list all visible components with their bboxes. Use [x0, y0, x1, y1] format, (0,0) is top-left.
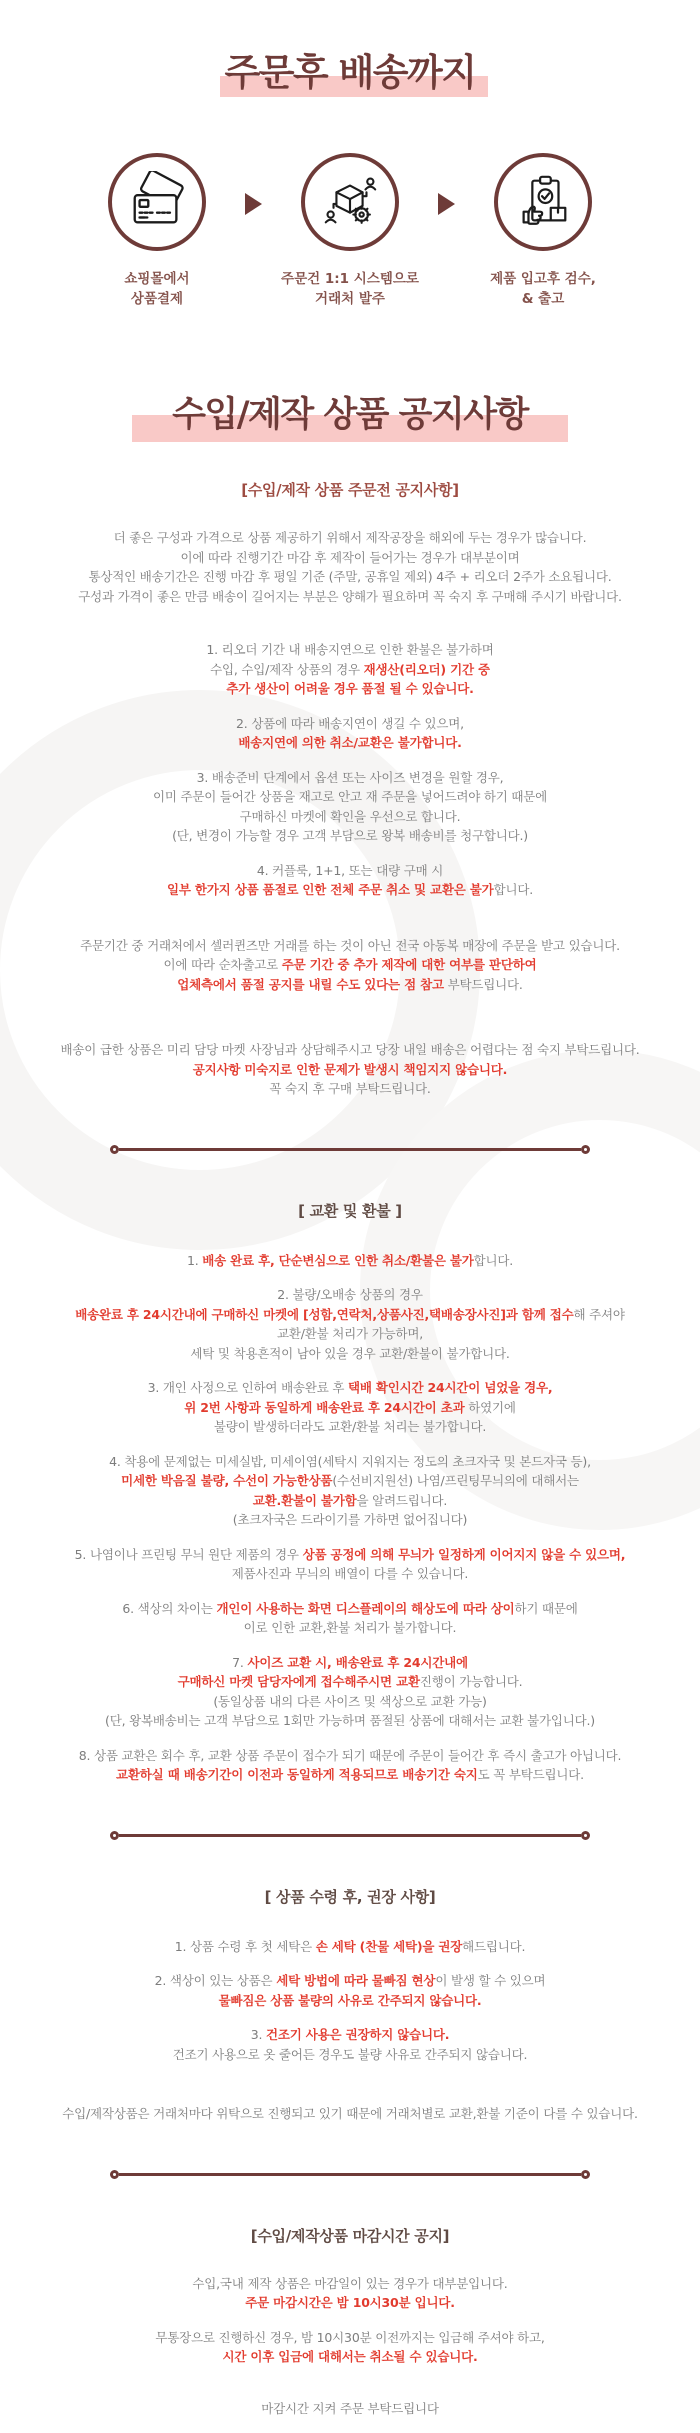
flow-step-payment	[69, 153, 245, 310]
section-divider	[110, 1145, 590, 1154]
divider-dot	[581, 1831, 590, 1840]
section-after-receipt	[0, 1886, 700, 2124]
section-header: [ 교환 및 환불 ]	[298, 1201, 402, 1220]
divider-line	[119, 2173, 581, 2176]
flow-step-inspection	[455, 153, 631, 310]
step-caption: 쇼핑몰에서 상품결제	[124, 270, 190, 307]
divider-dot	[110, 1831, 119, 1840]
arrow-right-icon	[245, 193, 262, 215]
highlighted-title: 주문후 배송까지	[224, 51, 476, 94]
divider-dot	[581, 1145, 590, 1154]
payment-circle	[108, 153, 206, 251]
inspect-ship-icon	[512, 171, 574, 233]
flow-step-order-system	[262, 153, 438, 310]
section-pre-order-notice	[0, 479, 700, 1099]
page-title-import-notice	[0, 395, 700, 435]
step-caption: 주문건 1:1 시스템으로 거래처 발주	[281, 270, 419, 307]
section-divider	[110, 2170, 590, 2179]
section-body: 더 좋은 구성과 가격으로 상품 제공하기 위해서 제작공장을 해외에 두는 경우가 많습니다. 이에 따라 진행기간 마감 후 제작이 들어가는 경우가 대부분이며 통상적인 배송기간은 진행 마감 후 평일 기준 (주말, 공휴일 제외) 4주 + 리오더 2주가 소요됩니다. 구성과 가격이 좋은 만큼 배송이 길어지는 부분은 양해가 필요하며 꼭 숙지 후 구매해 주시기 바랍니다. 1. 리오더 기간 내 배송지연으로 인한 환불은 불가하며 수입, 수입/제작 상품의 경우 재생산(리오더) 기간 중 추가 생산이 어려울 경우 품절 될 수 있습니다. 2. 상품에 따라 배송지연이 생길 수 있으며, 배송지연에 의한 취소/교환은 불가합니다. 3. 배송준비 단계에서 옵션 또는 사이즈 변경을 원할 경우, 이미 주문이 들어간 상품을 재고로 안고 재 주문을 넣어드려야 하기 때문에 구매하신 마켓에 확인을 우선으로 합니다. (단, 변경이 가능할 경우 고객 부담으로 왕복 배송비를 청구합니다.) 4. 커플룩, 1+1, 또는 대량 구매 시 일부 한가지 상품 품절로 인한 전체 주문 취소 및 교환은 불가합니다. 주문기간 중 거래처에서 셀러퀸즈만 거래를 하는 것이 아닌 전국 아동복 매장에 주문을 받고 있습니다. 이에 따라 순차출고로 주문 기간 중 추가 제작에 대한 여부를 판단하여 업체측에서 품절 공지를 내릴 수도 있다는 점 참고 부탁드립니다. 배송이 급한 상품은 미리 담당 마켓 사장님과 상담해주시고 당장 내일 배송은 어렵다는 점 숙지 부탁드립니다. 공지사항 미숙지로 인한 문제가 발생시 책임지지 않습니다. 꼭 숙지 후 구매 부탁드립니다.	[60, 530, 640, 1097]
section-exchange-refund	[0, 1200, 700, 1785]
order-process-flow	[0, 153, 700, 310]
section-header: [수입/제작상품 마감시간 공지]	[250, 2226, 450, 2245]
section-body: 1. 배송 완료 후, 단순변심으로 인한 취소/환불은 불가합니다. 2. 불량/오배송 상품의 경우 배송완료 후 24시간내에 구매하신 마켓에 [성함,연락처,상품사진,택배송장사진]과 함께 접수해 주셔야 교환/환불 처리가 가능하며, 세탁 및 착용흔적이 남아 있을 경우 교환/환불이 불가합니다. 3. 개인 사정으로 인하여 배송완료 후 택배 확인시간 24시간이 넘었을 경우, 위 2번 사항과 동일하게 배송완료 후 24시간이 초과 하였기에 불량이 발생하더라도 교환/환불 처리는 불가합니다. 4. 착용에 문제없는 미세실밥, 미세이염(세탁시 지워지는 정도의 초크자국 및 본드자국 등), 미세한 박음질 불량, 수선이 가능한상품(수선비지원선) 나염/프린팅무늬의에 대해서는 교환.환불이 불가함을 알려드립니다. (초크자국은 드라이기를 가하면 없어집니다) 5. 나염이나 프린팅 무늬 원단 제품의 경우 상품 공정에 의해 무늬가 일정하게 이어지지 않을 수 있으며, 제품사진과 무늬의 배열이 다를 수 있습니다. 6. 색상의 차이는 개인이 사용하는 화면 디스플레이의 해상도에 따라 상이하기 때문에 이로 인한 교환,환불 처리가 불가합니다. 7. 사이즈 교환 시, 배송완료 후 24시간내에 구매하신 마켓 담당자에게 접수해주시면 교환진행이 가능합니다. (동일상품 내의 다른 사이즈 및 색상으로 교환 가능) (단, 왕복배송비는 고객 부담으로 1회만 가능하며 품절된 상품에 대해서는 교환 불가입니다.) 8. 상품 교환은 회수 후, 교환 상품 주문이 접수가 되기 때문에 주문이 들어간 후 즉시 출고가 아닙니다. 교환하실 때 배송기간이 이전과 동일하게 적용되므로 배송기간 숙지도 꼭 부탁드립니다.	[74, 1252, 626, 1783]
divider-line	[119, 1148, 581, 1151]
highlighted-title: 수입/제작 상품 공지사항	[172, 395, 528, 436]
page-title-order-to-delivery	[0, 0, 700, 95]
order-system-icon	[319, 171, 381, 233]
credit-card-icon	[126, 171, 188, 233]
section-divider	[110, 1831, 590, 1840]
inspection-circle	[494, 153, 592, 251]
divider-dot	[581, 2170, 590, 2179]
divider-dot	[110, 1145, 119, 1154]
section-deadline-notice	[0, 2225, 700, 2419]
section-body: 수입,국내 제작 상품은 마감일이 있는 경우가 대부분입니다. 주문 마감시간은 밤 10시30분 입니다. 무통장으로 진행하신 경우, 밤 10시30분 이전까지는 입금해 주셔야 하고, 시간 이후 입금에 대해서는 취소될 수 있습니다. 마감시간 지켜 주문 부탁드립니다	[155, 2275, 545, 2416]
section-body: 1. 상품 수령 후 첫 세탁은 손 세탁 (찬물 세탁)을 권장해드립니다. 2. 색상이 있는 상품은 세탁 방법에 따라 물빠짐 현상이 발생 할 수 있으며 물빠짐은 상품 불량의 사유로 간주되지 않습니다. 3. 건조기 사용은 권장하지 않습니다. 건조기 사용으로 옷 줄어든 경우도 불량 사유로 간주되지 않습니다. 수입/제작상품은 거래처마다 위탁으로 진행되고 있기 때문에 거래처별로 교환,환불 기준이 다를 수 있습니다.	[62, 1938, 638, 2122]
divider-dot	[110, 2170, 119, 2179]
arrow-right-icon	[438, 193, 455, 215]
divider-line	[119, 1834, 581, 1837]
order-system-circle	[301, 153, 399, 251]
section-header: [ 상품 수령 후, 권장 사항]	[264, 1887, 436, 1906]
section-header: [수입/제작 상품 주문전 공지사항]	[241, 481, 459, 500]
step-caption: 제품 입고후 검수, & 출고	[490, 270, 596, 307]
